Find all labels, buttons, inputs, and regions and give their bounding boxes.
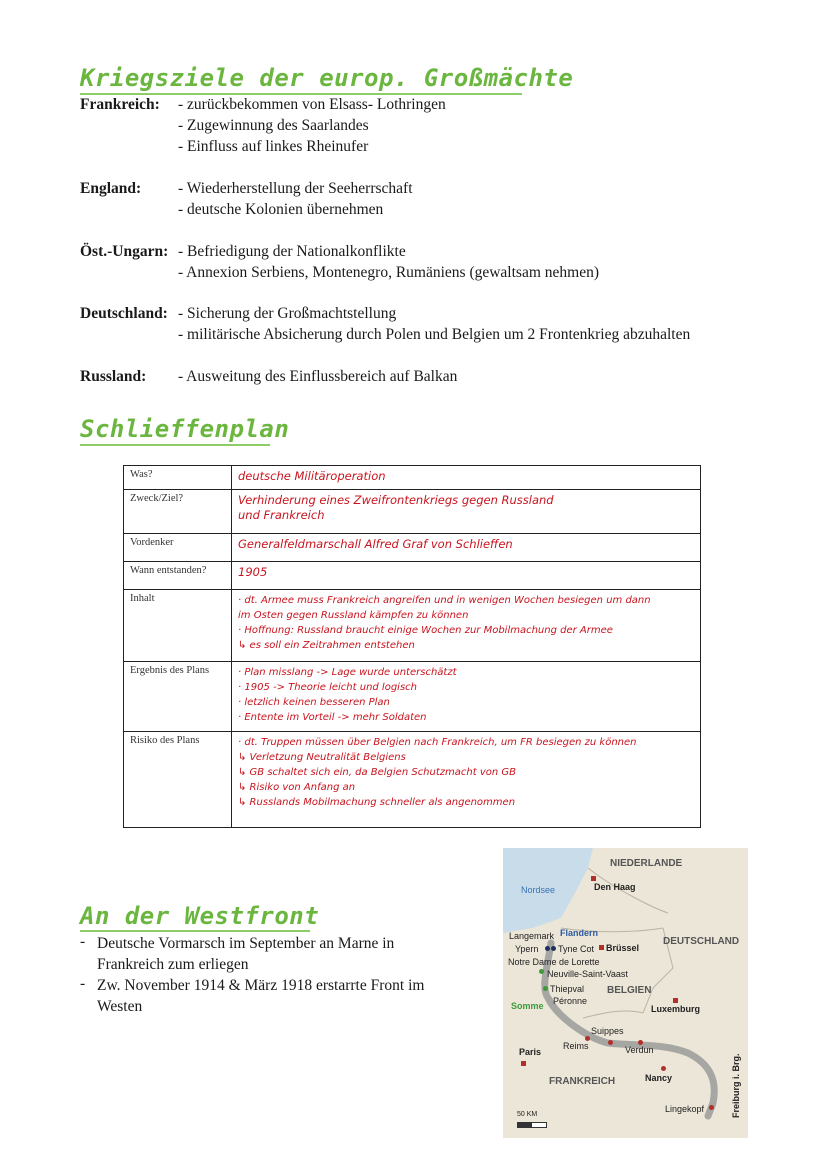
label-ypern: Ypern xyxy=(515,944,539,954)
battle-marker xyxy=(661,1066,666,1071)
schlieffenplan-title: Schlieffenplan xyxy=(80,415,290,443)
bullet-line: Deutsche Vormarsch im September an Marne in xyxy=(97,935,395,952)
hw-line: ↳ Risiko von Anfang an xyxy=(238,782,356,793)
bullet-line: Westen xyxy=(97,998,143,1015)
row-label: Inhalt xyxy=(124,590,232,662)
battle-marker xyxy=(539,969,544,974)
label-den-haag: Den Haag xyxy=(594,882,636,892)
bullet-dash: - xyxy=(80,975,86,992)
city-marker xyxy=(521,1061,526,1066)
hw-line: Generalfeldmarschall Alfred Graf von Schlieffen xyxy=(238,537,513,551)
label-flandern: Flandern xyxy=(560,928,599,938)
bullet-line: Zw. November 1914 & März 1918 erstarrte Front im xyxy=(97,977,425,994)
country-label: Frankreich: xyxy=(80,96,160,113)
table-row xyxy=(124,732,701,828)
bullet-line: Frankreich zum erliegen xyxy=(97,956,249,973)
label-notre-dame: Notre Dame de Lorette xyxy=(508,957,600,967)
city-marker xyxy=(599,945,604,950)
table-row xyxy=(124,562,701,590)
label-belgien: BELGIEN xyxy=(607,985,652,996)
title-underline xyxy=(80,930,310,932)
row-label: Vordenker xyxy=(124,534,232,562)
label-thiepval: Thiepval xyxy=(550,984,585,994)
schlieffen-table xyxy=(123,465,701,828)
battle-marker xyxy=(545,946,550,951)
row-content xyxy=(232,490,701,534)
battle-marker xyxy=(709,1105,714,1110)
aim-line: - militärische Absicherung durch Polen und Belgien um 2 Frontenkrieg abzuhalten xyxy=(178,326,691,343)
label-paris: Paris xyxy=(519,1047,542,1057)
kriegsziele-title: Kriegsziele der europ. Großmächte xyxy=(80,64,574,92)
hw-line: · letzlich keinen besseren Plan xyxy=(238,697,390,708)
label-nordsee: Nordsee xyxy=(521,885,556,895)
label-luxemburg: Luxemburg xyxy=(651,1004,701,1014)
label-bruessel: Brüssel xyxy=(606,943,640,953)
label-reims: Reims xyxy=(563,1041,589,1051)
hw-line: · Plan misslang -> Lage wurde unterschätzt xyxy=(238,667,457,678)
country-label: Russland: xyxy=(80,368,147,385)
table-row xyxy=(124,662,701,732)
country-label: Deutschland: xyxy=(80,305,168,322)
label-lingekopf: Lingekopf xyxy=(665,1104,705,1114)
label-niederlande: NIEDERLANDE xyxy=(610,858,683,869)
hw-line: 1905 xyxy=(238,565,268,579)
westfront-title: An der Westfront xyxy=(80,902,320,930)
hw-line: und Frankreich xyxy=(238,508,325,522)
hw-line: · 1905 -> Theorie leicht und logisch xyxy=(238,682,418,693)
label-langemark: Langemark xyxy=(509,931,555,941)
row-content xyxy=(232,562,701,590)
label-deutschland: DEUTSCHLAND xyxy=(663,936,740,947)
hw-line: · dt. Truppen müssen über Belgien nach Frankreich, um FR besiegen zu können xyxy=(238,737,637,748)
row-content xyxy=(232,534,701,562)
westfront-map xyxy=(503,848,748,1138)
hw-line: ↳ Verletzung Neutralität Belgiens xyxy=(238,752,406,763)
battle-marker xyxy=(551,946,556,951)
label-somme: Somme xyxy=(511,1001,544,1011)
title-underline xyxy=(80,93,522,95)
table-row xyxy=(124,490,701,534)
label-tyne-cot: Tyne Cot xyxy=(558,944,595,954)
aim-line: - Zugewinnung des Saarlandes xyxy=(178,117,369,134)
row-content xyxy=(232,662,701,732)
country-label: Öst.-Ungarn: xyxy=(80,243,169,260)
aim-line: - Ausweitung des Einflussbereich auf Balkan xyxy=(178,368,458,385)
hw-line: ↳ GB schaltet sich ein, da Belgien Schutzmacht von GB xyxy=(238,767,516,778)
bullet-dash: - xyxy=(80,933,86,950)
city-marker xyxy=(591,876,596,881)
scale-bar xyxy=(517,1122,547,1128)
aim-line: - Befriedigung der Nationalkonflikte xyxy=(178,243,406,260)
label-peronne: Péronne xyxy=(553,996,588,1006)
aim-line: - Sicherung der Großmachtstellung xyxy=(178,305,397,322)
row-label: Zweck/Ziel? xyxy=(124,490,232,534)
hw-line: · Hoffnung: Russland braucht einige Wochen zur Mobilmachung der Armee xyxy=(238,625,613,636)
country-label: England: xyxy=(80,180,142,197)
hw-line: · Entente im Vorteil -> mehr Soldaten xyxy=(238,712,427,723)
label-freiburg: Freiburg i. Brg. xyxy=(731,1053,741,1118)
aim-line: - Einfluss auf linkes Rheinufer xyxy=(178,138,369,155)
hw-line: ↳ es soll ein Zeitrahmen entstehen xyxy=(238,640,415,651)
aim-line: - Wiederherstellung der Seeherrschaft xyxy=(178,180,413,197)
table-row xyxy=(124,466,701,490)
label-scale: 50 KM xyxy=(517,1111,538,1118)
label-neuville: Neuville-Saint-Vaast xyxy=(547,969,628,979)
table-row xyxy=(124,590,701,662)
hw-line: ↳ Russlands Mobilmachung schneller als angenommen xyxy=(238,797,516,808)
row-content xyxy=(232,590,701,662)
label-frankreich: FRANKREICH xyxy=(549,1076,616,1087)
aim-line: - deutsche Kolonien übernehmen xyxy=(178,201,384,218)
row-label: Was? xyxy=(124,466,232,490)
row-label: Ergebnis des Plans xyxy=(124,662,232,732)
row-label: Wann entstanden? xyxy=(124,562,232,590)
battle-marker xyxy=(543,986,548,991)
label-nancy: Nancy xyxy=(645,1073,673,1083)
battle-marker xyxy=(608,1040,613,1045)
row-content xyxy=(232,466,701,490)
aim-line: - zurückbekommen von Elsass- Lothringen xyxy=(178,96,446,113)
hw-line: deutsche Militäroperation xyxy=(238,469,386,483)
label-verdun: Verdun xyxy=(625,1045,654,1055)
row-content xyxy=(232,732,701,828)
hw-line: Verhinderung eines Zweifrontenkriegs gegen Russland xyxy=(238,493,554,507)
hw-line: · dt. Armee muss Frankreich angreifen und in wenigen Wochen besiegen um dann xyxy=(238,595,651,606)
label-suippes: Suippes xyxy=(591,1026,624,1036)
table-row xyxy=(124,534,701,562)
aim-line: - Annexion Serbiens, Montenegro, Rumäniens (gewaltsam nehmen) xyxy=(178,264,599,281)
hw-line: im Osten gegen Russland kämpfen zu können xyxy=(238,610,469,621)
row-label: Risiko des Plans xyxy=(124,732,232,828)
title-underline xyxy=(80,444,270,446)
city-marker xyxy=(673,998,678,1003)
